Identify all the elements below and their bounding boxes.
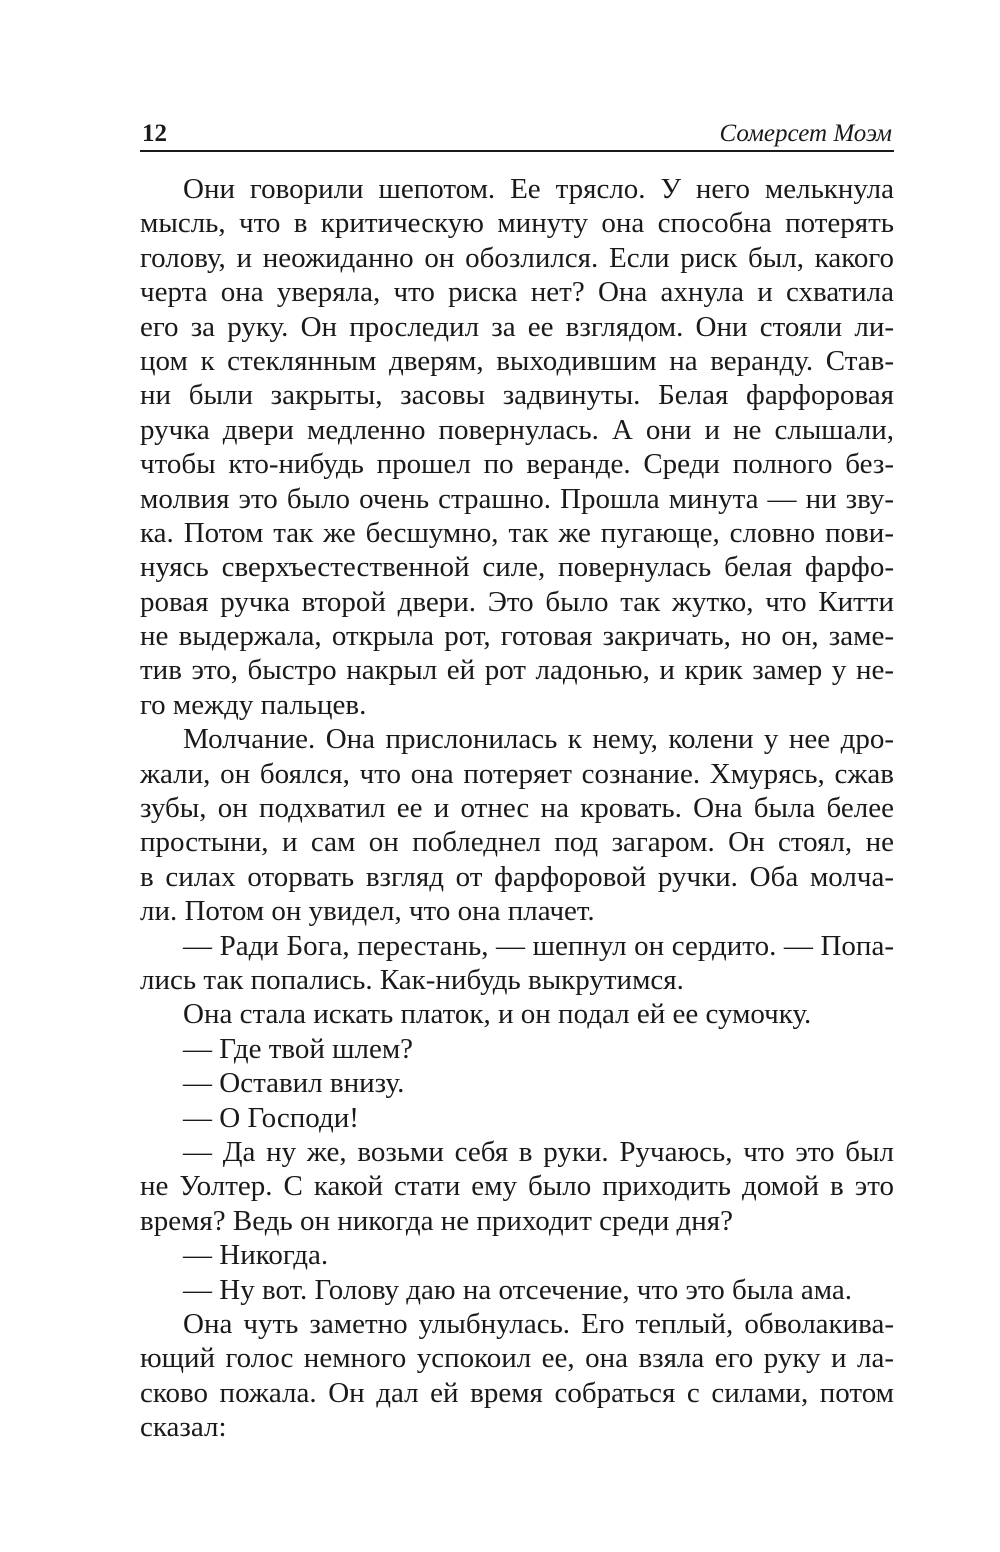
body-text (140, 172, 894, 1444)
text-line: — Никогда. (183, 1239, 329, 1272)
text-line: ручка двери медленно повернулась. А они и не слышали, (140, 413, 894, 446)
text-line: в силах оторвать взгляд от фарфоровой ручки. Оба молча- (140, 860, 894, 893)
text-line: чтобы кто-нибудь прошел по веранде. Среди полного без- (140, 448, 894, 481)
text-line: Она чуть заметно улыбнулась. Его теплый, обволакива- (183, 1307, 894, 1340)
text-line: сково пожала. Он дал ей время собраться с силами, потом (140, 1376, 894, 1409)
text-line: ни были закрыты, засовы задвинуты. Белая фарфоровая (140, 379, 894, 412)
text-line: простыни, и сам он побледнел под загаром. Он стоял, не (140, 826, 894, 859)
text-line: не выдержала, открыла рот, готовая закричать, но он, заме- (140, 620, 894, 653)
text-line: ли. Потом он увидел, что она плачет. (140, 895, 595, 928)
text-line: его за руку. Он проследил за ее взглядом. Они стояли ли- (140, 310, 894, 343)
text-line: мысль, что в критическую минуту она способна потерять (140, 207, 894, 240)
text-line: ющий голос немного успокоил ее, она взяла его руку и ла- (140, 1342, 894, 1375)
text-line: цом к стеклянным дверям, выходившим на веранду. Став- (140, 344, 894, 377)
text-line: Они говорили шепотом. Ее трясло. У него мелькнула (183, 173, 894, 205)
page-number: 12 (142, 120, 167, 147)
page-header (140, 110, 894, 152)
text-line: время? Ведь он никогда не приходит среди дня? (140, 1204, 733, 1237)
text-line: Она стала искать платок, и он подал ей ее сумочку. (183, 998, 812, 1031)
text-line: Молчание. Она прислонилась к нему, колени у нее дро- (183, 723, 894, 756)
text-line: черта она уверяла, что риска нет? Она ахнула и схватила (140, 276, 894, 309)
text-line: нуясь сверхъестественной силе, повернулась белая фарфо- (140, 551, 894, 584)
text-line: голову, и неожиданно он обозлился. Если риск был, какого (140, 241, 894, 274)
text-line: ровая ручка второй двери. Это было так жутко, что Китти (140, 585, 894, 618)
running-head-author: Сомерсет Моэм (719, 120, 892, 147)
text-line: тив это, быстро накрыл ей рот ладонью, и крик замер у не- (140, 654, 894, 687)
text-line: — Да ну же, возьми себя в руки. Ручаюсь, что это был (183, 1135, 894, 1168)
text-line: — Ну вот. Голову даю на отсечение, что это была ама. (183, 1273, 852, 1306)
text-line: зубы, он подхватил ее и отнес на кровать. Она была белее (140, 792, 894, 825)
text-line: — Ради Бога, перестань, — шепнул он сердито. — Попа- (183, 929, 894, 962)
text-line: — Где твой шлем? (183, 1032, 414, 1065)
text-line: лись так попались. Как-нибудь выкрутимся. (140, 963, 684, 996)
text-line: молвия это было очень страшно. Прошла минута — ни зву- (140, 482, 894, 515)
text-line: сказал: (140, 1411, 227, 1444)
text-line: не Уолтер. С какой стати ему было приходить домой в это (140, 1170, 894, 1203)
text-line: — О Господи! (183, 1101, 359, 1134)
text-line: — Оставил внизу. (183, 1067, 405, 1100)
text-line: го между пальцев. (140, 688, 367, 721)
text-line: жали, он боялся, что она потеряет сознание. Хмурясь, сжав (140, 757, 894, 790)
text-line: ка. Потом так же бесшумно, так же пугающе, словно пови- (140, 516, 894, 549)
